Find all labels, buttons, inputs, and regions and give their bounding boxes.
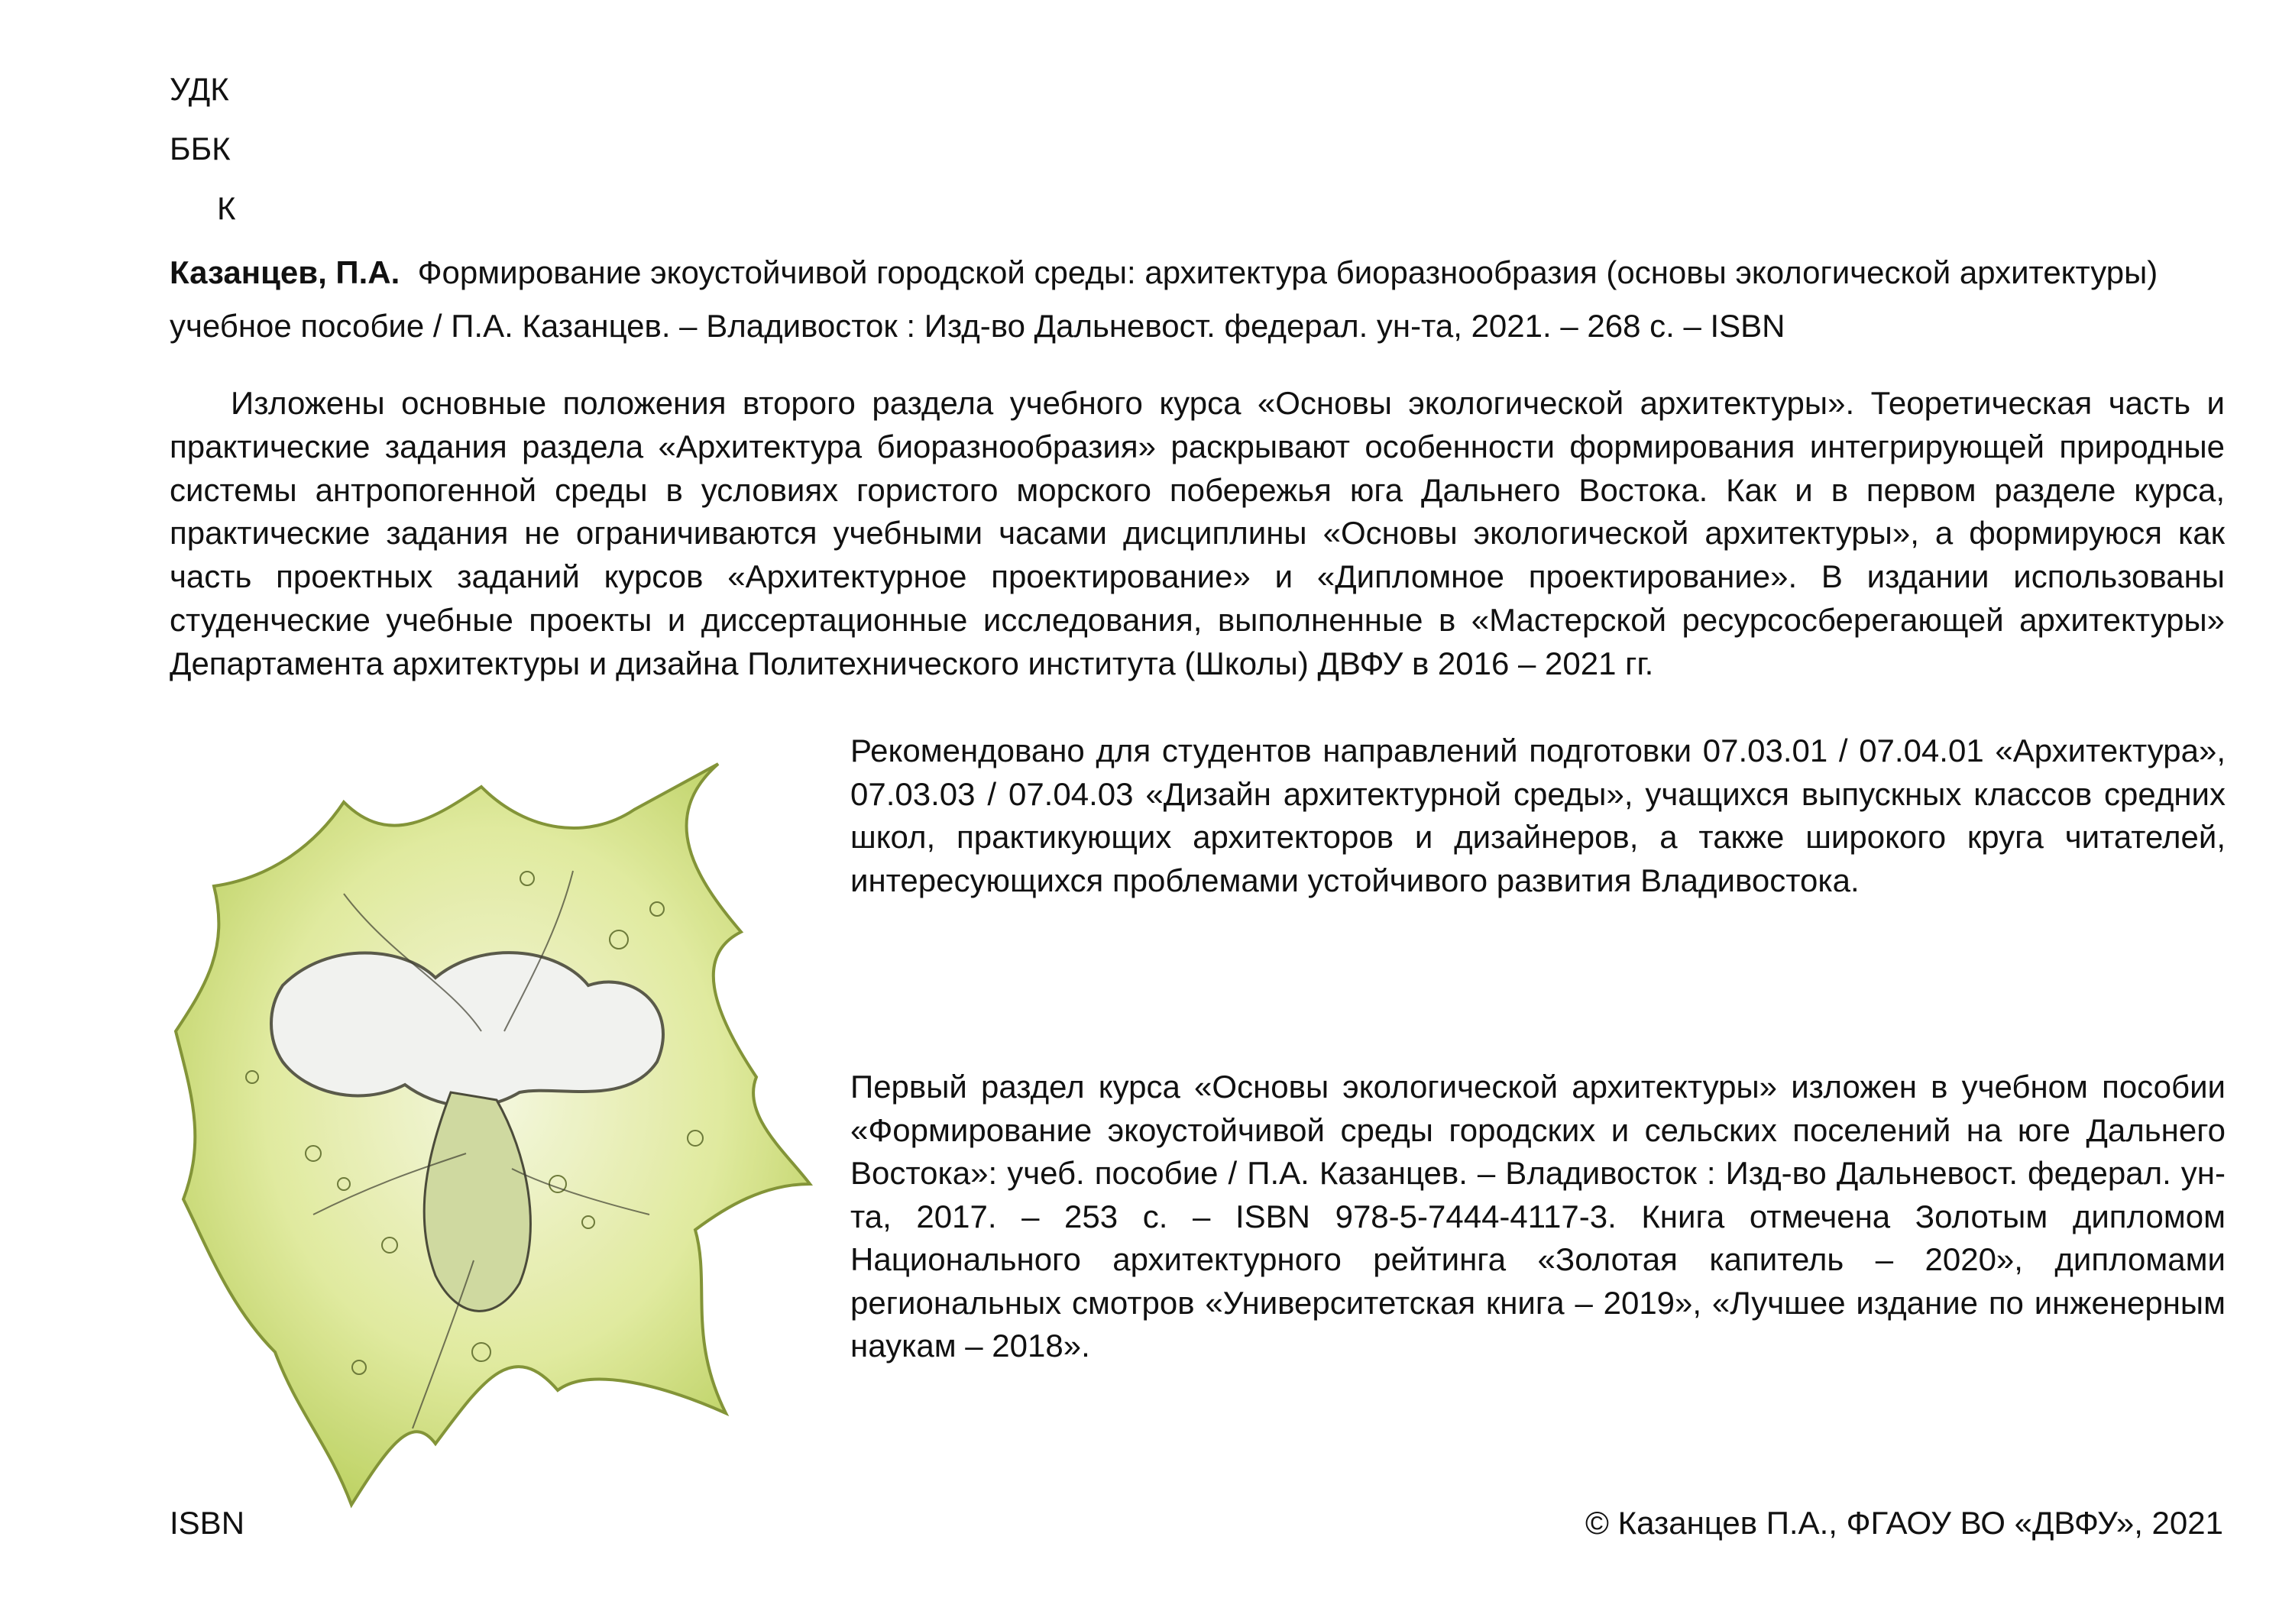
book-title: Формирование экоустойчивой городской среды: архитектура биоразнообразия (основы экологической архитектуры) <box>417 254 2158 290</box>
bibliographic-record <box>170 246 2225 353</box>
recommendation-paragraph: Рекомендовано для студентов направлений подготовки 07.03.01 / 07.04.01 «Архитектура», 07.03.03 / 07.04.03 «Дизайн архитектурной среды», учащихся выпускных классов средних школ, практикующих архитекторов и дизайнеров, а также широкого круга читателей, интересующихся проблемами устойчивого развития Владивостока. <box>850 733 2226 898</box>
biblio-line-2: учебное пособие / П.А. Казанцев. – Владивосток : Изд-во Дальневост. федерал. ун-та, 2021. – 268 с. – ISBN <box>170 308 1785 344</box>
author-mark: К <box>217 190 236 226</box>
abstract-paragraph: Изложены основные положения второго раздела учебного курса «Основы экологической архитектуры». Теоретическая часть и практические задания раздела «Архитектура биоразнообразия» раскрывают особенности формирования интегрирующей природные системы антропогенной среды в условиях гористого морского побережья юга Дальнего Востока. Как и в первом разделе курса, практические задания не ограничиваются учебными часами дисциплины «Основы экологической архитектуры», а формируюся как часть проектных заданий курсов «Архитектурное проектирование» и «Дипломное проектирование». В издании использованы студенческие учебные проекты и диссертационные исследования, выполненные в «Мастерской ресурсосберегающей архитектуры» Департамента архитектуры и дизайна Политехнического института (Школы) ДВФУ в 2016 – 2021 гг. <box>170 385 2225 681</box>
classification-codes <box>170 60 235 238</box>
isbn-footer: ISBN <box>170 1505 245 1541</box>
biblio-line-1 <box>170 246 2225 299</box>
eco-architecture-drawing <box>160 756 833 1512</box>
bbk-label: ББК <box>170 131 231 167</box>
udk-label: УДК <box>170 71 229 107</box>
copyright-line: © Казанцев П.А., ФГАОУ ВО «ДВФУ», 2021 <box>1585 1505 2223 1541</box>
first-section-paragraph: Первый раздел курса «Основы экологической архитектуры» изложен в учебном пособии «Формирование экоустойчивой среды городских и сельских поселений на юге Дальнего Востока»: учеб. пособие / П.А. Казанцев. – Владивосток : Изд-во Дальневост. федерал. ун-та, 2017. – 253 с. – ISBN 978-5-7444-4117-3. Книга отмечена Золотым дипломом Национального архитектурного рейтинга «Золотая капитель – 2020», дипломами региональных смотров «Университетская книга – 2019», «Лучшее издание по инженерным наукам – 2018». <box>850 1069 2226 1364</box>
author-name: Казанцев, П.А. <box>170 254 400 290</box>
